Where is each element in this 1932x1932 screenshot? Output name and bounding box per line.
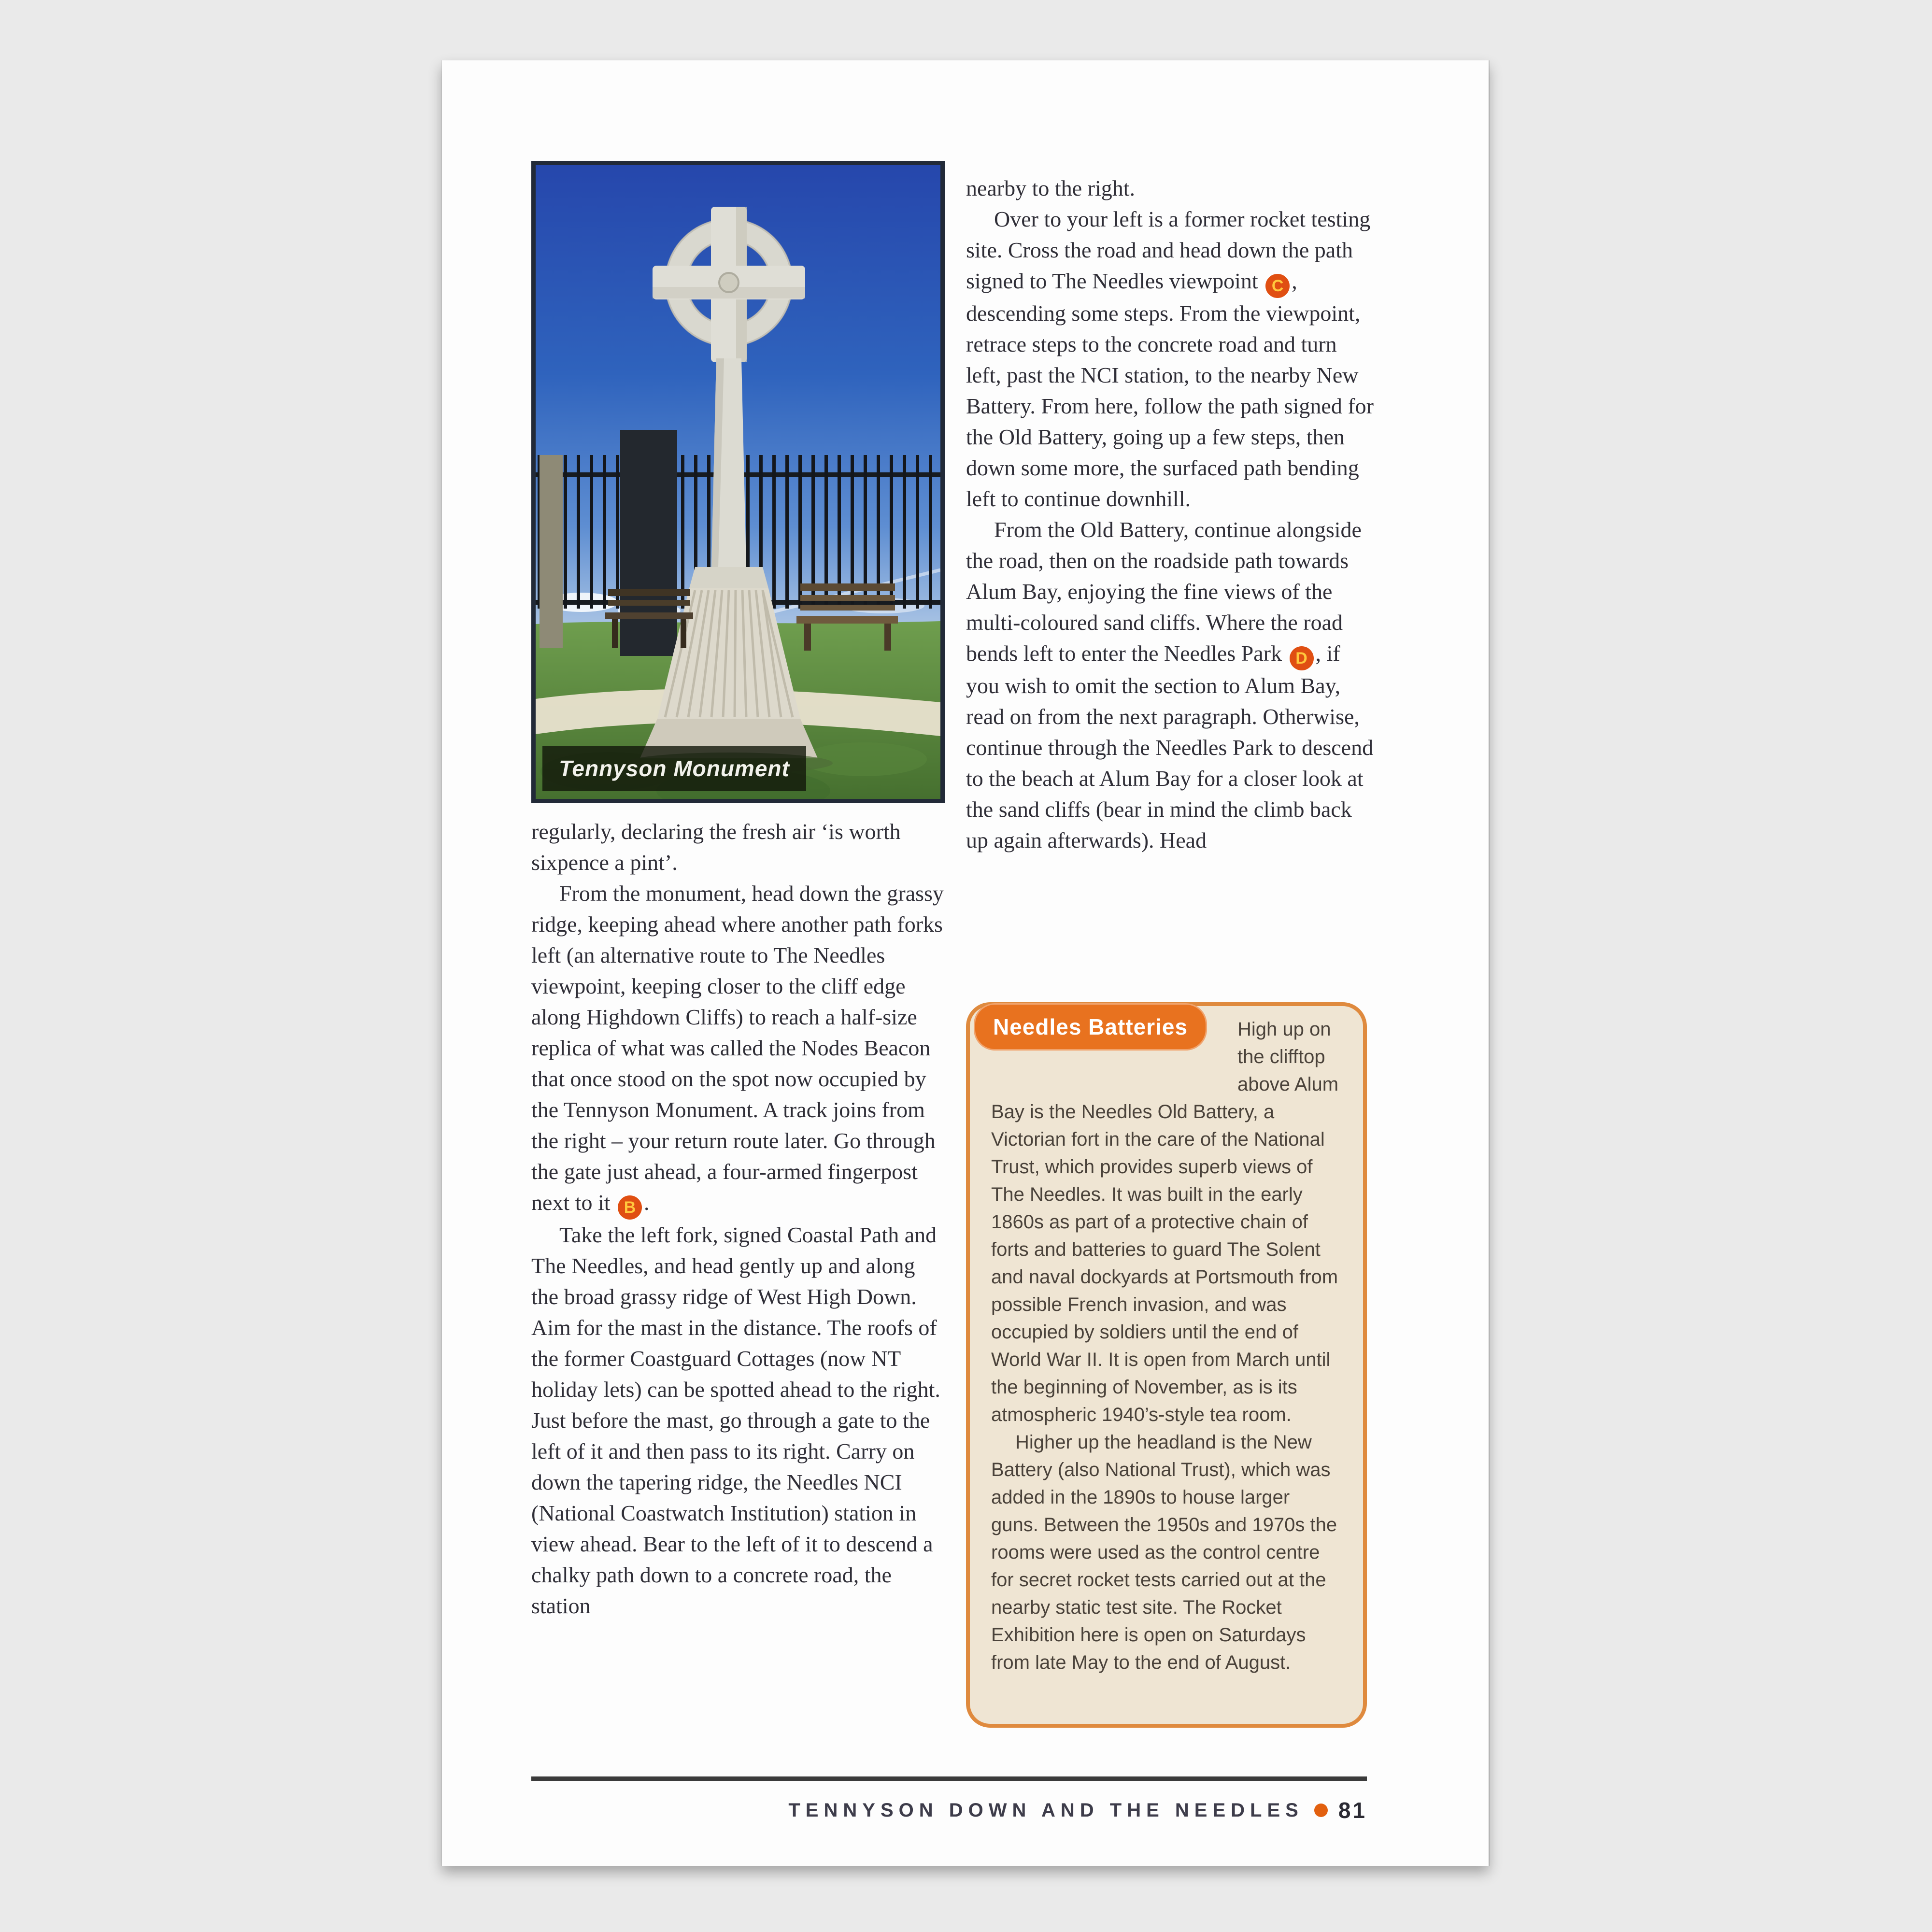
footer-rule — [531, 1776, 1367, 1781]
info-box-title: Needles Batteries — [993, 1014, 1188, 1039]
paragraph: Higher up the headland is the New Battery (also National Trust), which was added in the 1890s to house larger guns. Between the 1950s and 1970s the rooms were used as the control centre for secret rocket tests carried out at the nearby static test site. The Rocket Exhibition here is open on Saturdays from late May to the end of August. — [991, 1432, 1337, 1673]
tennyson-monument-photo — [531, 161, 945, 803]
wooden-post — [540, 455, 563, 648]
info-box-text — [991, 1016, 1340, 1676]
route-marker-c-icon: C — [1265, 274, 1290, 298]
paragraph: From the monument, head down the grassy ridge, keeping ahead where another path forks left (an alternative route to The Needles viewpoint, keeping closer to the cliff edge along Highdown Cliffs) to reach a half-size replica of what was called the Nodes Beacon that once stood on the spot now occupied by the Tennyson Monument. A track joins from the right – your return route later. Go through the gate just ahead, a four-armed fingerpost next to it B . — [531, 878, 944, 1220]
paragraph: Over to your left is a former rocket testing site. Cross the road and head down the path signed to The Needles viewpoint C , descending some steps. From the viewpoint, retrace steps to the concrete road and turn left, past the NCI station, to the nearby New Battery. From here, follow the path signed for the Old Battery, going up a few steps, then down some more, the surfaced path bending left to continue downhill. — [966, 207, 1374, 511]
right-text-column — [966, 173, 1374, 856]
info-box-body — [970, 1006, 1363, 1724]
paragraph: regularly, declaring the fresh air ‘is worth sixpence a pint’. — [531, 819, 901, 875]
left-text-column — [531, 816, 944, 1621]
footer-chapter-title: TENNYSON DOWN AND THE NEEDLES — [788, 1799, 1304, 1821]
tab-spacer — [991, 1016, 1237, 1073]
paragraph: High up on the clifftop above Alum Bay is the Needles Old Battery, a Victorian fort in the care of the National Trust, which provides superb views of The Needles. It was built in the early 1860s as part of a protective chain of forts and batteries to guard The Solent and naval dockyards at Portsmouth from possible French invasion, and was occupied by soldiers until the end of World War II. It is open from March until the beginning of November, as is its atmospheric 1940’s-style tea room. — [991, 1019, 1339, 1425]
gate-pillar — [620, 430, 677, 656]
book-page — [442, 60, 1489, 1866]
footer — [531, 1792, 1367, 1829]
photo-caption: Tennyson Monument — [542, 746, 806, 791]
paragraph: nearby to the right. — [966, 176, 1136, 200]
paragraph: Take the left fork, signed Coastal Path and The Needles, and head gently up and along the broad grassy ridge of West High Down. Aim for the mast in the distance. The roofs of the former Coastguard Cottages (now NT holiday lets) can be spotted ahead to the right. Just before the mast, go through a gate to the left of it and then pass to its right. Carry on down the tapering ridge, the Needles NCI (National Coastwatch Institution) station in view ahead. Bear to the left of it to descend a chalky path down to a concrete road, the station — [531, 1222, 940, 1618]
route-marker-d-icon: D — [1290, 646, 1314, 670]
photo-scene — [536, 165, 940, 799]
paragraph: From the Old Battery, continue alongside the road, then on the roadside path towards Alum Bay, enjoying the fine views of the multi-coloured sand cliffs. Where the road bends left to enter the Needles Park D , if you wish to omit the section to Alum Bay, read on from the next paragraph. Otherwise, continue through the Needles Park to descend to the beach at Alum Bay for a closer look at the sand cliffs (bear in mind the climb back up again afterwards). Head — [966, 517, 1374, 852]
footer-dot-icon — [1314, 1804, 1328, 1817]
needles-batteries-info-box — [966, 1002, 1367, 1728]
route-marker-b-icon: B — [618, 1195, 642, 1220]
page-number: 81 — [1338, 1798, 1367, 1823]
